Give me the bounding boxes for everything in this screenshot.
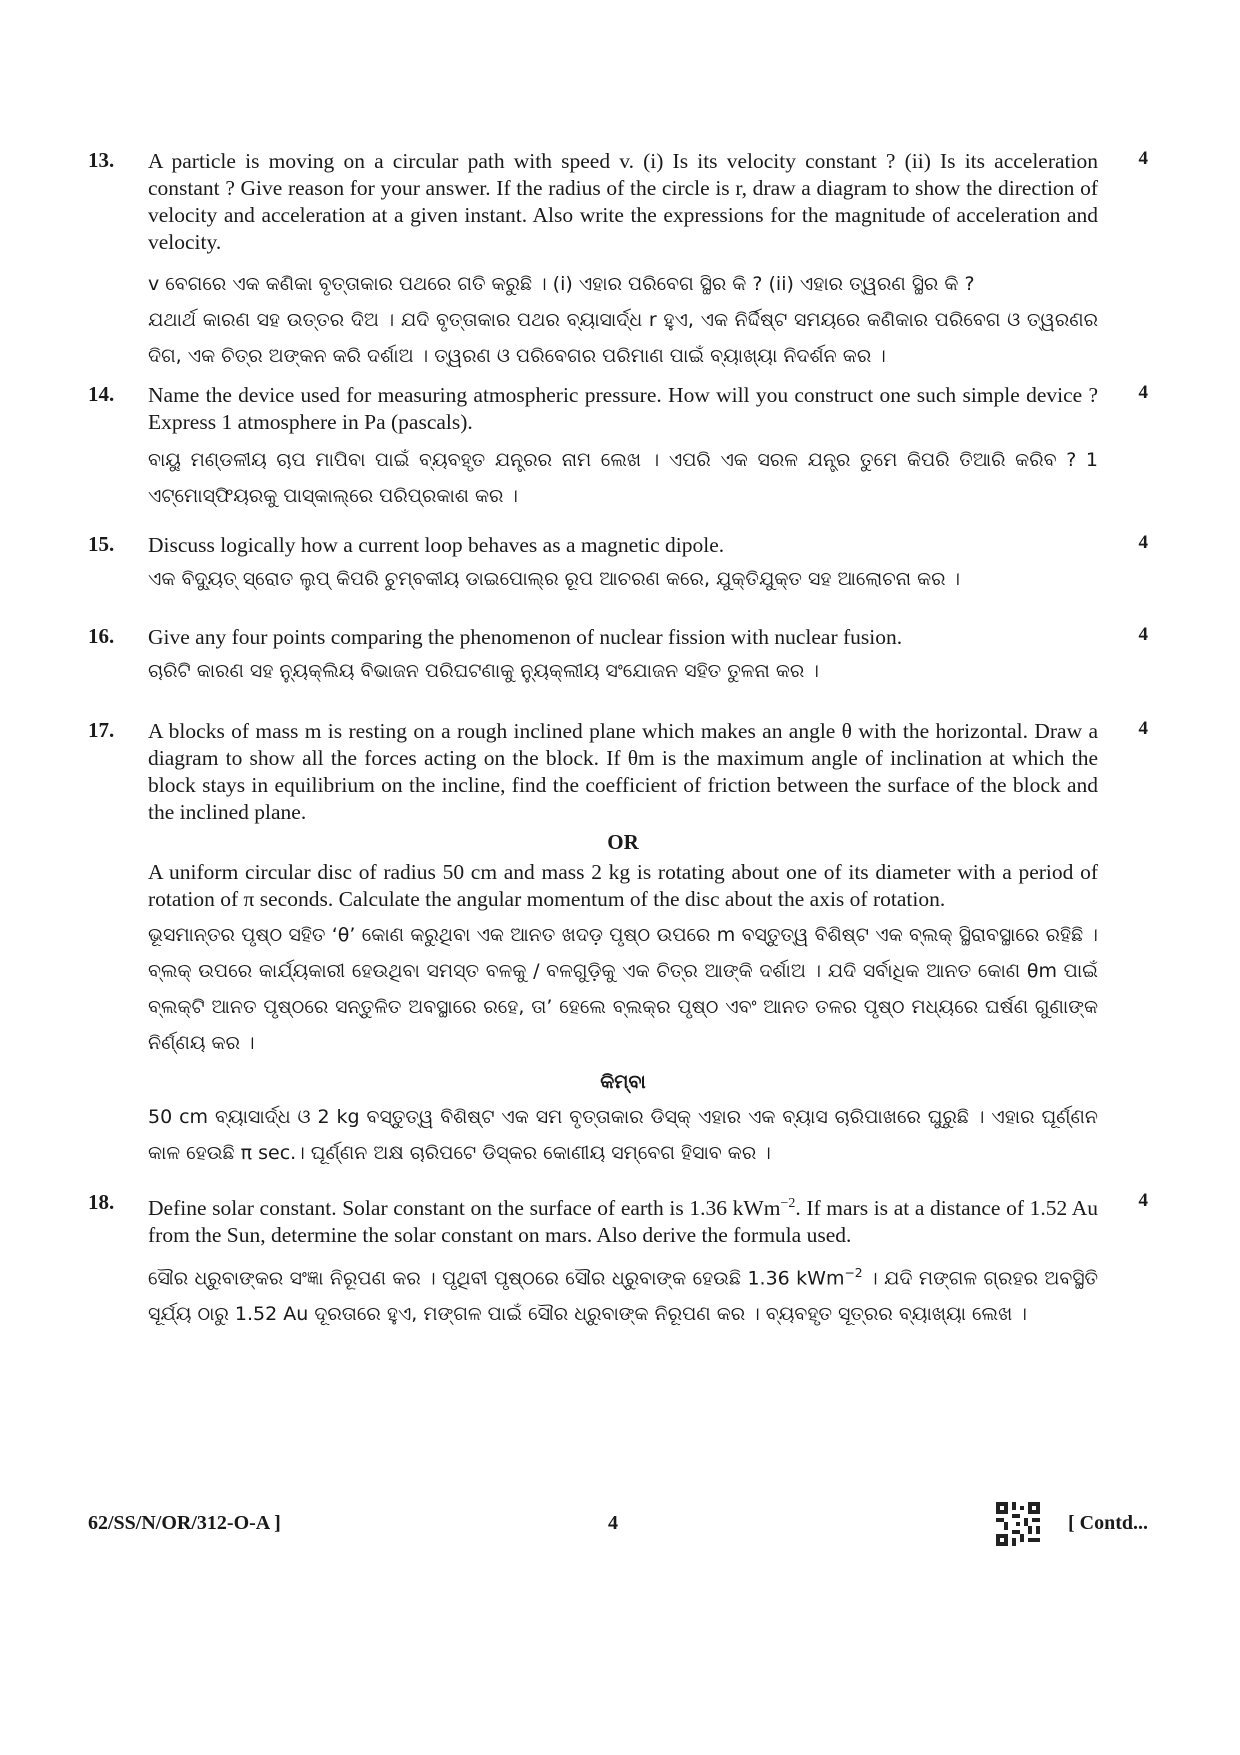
question-number: 14. (88, 382, 115, 406)
question-text-english: Define solar constant. Solar constant on the surface of earth is 1.36 kWm$^{-2}$. If mars is at a distance of 1.52 Au from the Sun, determine the solar constant on mars. Also derive the formula used. (148, 1196, 1098, 1248)
question-18 (88, 1190, 1148, 1332)
question-text-odia-alternative: 50 cm ବ୍ୟାସାର୍ଦ୍ଧ ଓ 2 kg ବସ୍ତୁତ୍ୱ ବିଶିଷ୍ଟ ଏକ ସମ ବୃତ୍ତାକାର ଡିସ୍କ୍ ଏହାର ଏକ ବ୍ୟାସ ଚାରିପାଖରେ ଘୁରୁଛି । ଏହାର ଘୂର୍ଣ୍ଣନ କାଳ ହେଉଛି π sec.। ଘୂର୍ଣ୍ଣନ ଅକ୍ଷ ଚାରିପଟେ ଡିସ୍କର କୋଣୀୟ ସମ୍ବେଗ ହିସାବ କର । (148, 1106, 1098, 1164)
question-number: 18. (88, 1190, 115, 1214)
question-text-odia: ସୌର ଧ୍ରୁବାଙ୍କର ସଂଜ୍ଞା ନିରୂପଣ କର । ପୃଥିବୀ ପୃଷ୍ଠରେ ସୌର ଧ୍ରୁବାଙ୍କ ହେଉଛି 1.36 kWm$^{-2}$ । ଯଦି ମଙ୍ଗଳ ଗ୍ରହର ଅବସ୍ଥିତି ସୂର୍ଯ୍ୟ ଠାରୁ 1.52 Au ଦୂରତାରେ ହୁଏ, ମଙ୍ଗଳ ପାଇଁ ସୌର ଧ୍ରୁବାଙ୍କ ନିରୂପଣ କର । ବ୍ୟବହୃତ ସୂତ୍ରର ବ୍ୟାଖ୍ୟା ଲେଖ । (148, 1266, 1099, 1326)
question-marks: 4 (1138, 382, 1148, 403)
question-marks: 4 (1138, 148, 1148, 169)
page-footer (88, 1502, 1148, 1552)
question-marks: 4 (1138, 1190, 1148, 1211)
question-number: 15. (88, 532, 115, 556)
question-17 (88, 718, 1148, 1171)
or-separator: OR (607, 830, 639, 854)
question-text-odia: ଯଥାର୍ଥ କାରଣ ସହ ଉତ୍ତର ଦିଅ । ଯଦି ବୃତ୍ତାକାର ପଥର ବ୍ୟାସାର୍ଦ୍ଧ r ହୁଏ, ଏକ ନିର୍ଦ୍ଦିଷ୍ଟ ସମୟରେ କଣିକାର ପରିବେଗ ଓ ତ୍ୱରଣର ଦିଗ, ଏକ ଚିତ୍ର ଅଙ୍କନ କରି ଦର୍ଶାଅ । ତ୍ୱରଣ ଓ ପରିବେଗର ପରିମାଣ ପାଇଁ ବ୍ୟାଖ୍ୟା ନିଦର୍ଶନ କର । (148, 309, 1098, 367)
question-text-english: Discuss logically how a current loop behaves as a magnetic dipole. (148, 533, 725, 557)
question-text-english-alternative: A uniform circular disc of radius 50 cm and mass 2 kg is rotating about one of its diameter with a period of rotation of π seconds. Calculate the angular momentum of the disc about the axis of rotation. (148, 860, 1098, 911)
question-text-odia: ଭୂସମାନ୍ତର ପୃଷ୍ଠ ସହିତ ‘θ’ କୋଣ କରୁଥିବା ଏକ ଆନତ ଖଦଡ଼ ପୃଷ୍ଠ ଉପରେ m ବସ୍ତୁତ୍ୱ ବିଶିଷ୍ଟ ଏକ ବ୍ଲକ୍ ସ୍ଥିରାବସ୍ଥାରେ ରହିଛି । ବ୍ଲକ୍ ଉପରେ କାର୍ଯ୍ୟକାରୀ ହେଉଥିବା ସମସ୍ତ ବଳକୁ / ବଳଗୁଡ଼ିକୁ ଏକ ଚିତ୍ର ଆଙ୍କି ଦର୍ଶାଅ । ଯଦି ସର୍ବାଧିକ ଆନତ କୋଣ θm ପାଇଁ ବ୍ଲକ୍‌ଟି ଆନତ ପୃଷ୍ଠରେ ସନ୍ତୁଳିତ ଅବସ୍ଥାରେ ରହେ, ତା’ ହେଲେ ବ୍ଲକ୍‌ର ପୃଷ୍ଠ ଏବଂ ଆନତ ତଳର ପୃଷ୍ଠ ମଧ୍ୟରେ ଘର୍ଷଣ ଗୁଣାଙ୍କ ନିର୍ଣ୍ଣୟ କର । (148, 924, 1098, 1054)
question-text-english: A blocks of mass m is resting on a rough inclined plane which makes an angle θ with the horizontal. Draw a diagram to show all the forces acting on the block. If θm is the maximum angle of inclination at which the block stays in equilibrium on the incline, find the coefficient of friction between the surface of the block and the inclined plane. (148, 719, 1098, 824)
question-text-odia: ଏକ ବିଦ୍ୟୁତ୍ ସ୍ରୋତ ଲୁପ୍ କିପରି ଚୁମ୍ବକୀୟ ଡାଇପୋଲ୍‌ର ରୂପ ଆଚରଣ କରେ, ଯୁକ୍ତିଯୁକ୍ତ ସହ ଆଲୋଚନା କର । (148, 568, 961, 590)
question-text-english: A particle is moving on a circular path with speed v. (i) Is its velocity constant ? (ii) Is its acceleration constant ? Give reason for your answer. If the radius of the circle is r, draw a diagram to show the direction of velocity and acceleration at a given instant. Also write the expressions for the magnitude of acceleration and velocity. (148, 149, 1098, 254)
question-marks: 4 (1138, 624, 1148, 645)
question-marks: 4 (1138, 718, 1148, 739)
question-14 (88, 382, 1148, 514)
question-13 (88, 148, 1148, 374)
paper-code: 62/SS/N/OR/312-O-A ] (88, 1512, 281, 1534)
question-marks: 4 (1138, 532, 1148, 553)
qr-code-icon (996, 1502, 1040, 1546)
question-text-odia: ଚାରିଟି କାରଣ ସହ ନ୍ୟୁକ୍ଲିୟ ବିଭାଜନ ପରିଘଟଣାକୁ ନ୍ୟୁକ୍ଲୀୟ ସଂଯୋଜନ ସହିତ ତୁଳନା କର । (148, 660, 819, 682)
page-number: 4 (608, 1512, 618, 1534)
question-16 (88, 624, 1148, 689)
question-number: 16. (88, 624, 115, 648)
question-text-english: Give any four points comparing the phenomenon of nuclear fission with nuclear fusion. (148, 625, 903, 649)
question-15 (88, 532, 1148, 597)
question-number: 13. (88, 148, 115, 172)
question-text-english: Name the device used for measuring atmospheric pressure. How will you construct one such simple device ? Express 1 atmosphere in Pa (pascals). (148, 383, 1098, 434)
question-text-odia: v ବେଗରେ ଏକ କଣିକା ବୃତ୍ତାକାର ପଥରେ ଗତି କରୁଛି । (i) ଏହାର ପରିବେଗ ସ୍ଥିର କି ? (ii) ଏହାର ତ୍ୱରଣ ସ୍ଥିର କି ? (148, 273, 975, 295)
continued-label: [ Contd... (1067, 1512, 1148, 1534)
question-text-odia: ବାୟୁ ମଣ୍ଡଳୀୟ ଚାପ ମାପିବା ପାଇଁ ବ୍ୟବହୃତ ଯନ୍ତ୍ରର ନାମ ଲେଖ । ଏପରି ଏକ ସରଳ ଯନ୍ତ୍ର ତୁମେ କିପରି ତିଆରି କରିବ ? 1 ଏଟ୍‌ମୋସ୍ଫିୟରକୁ ପାସ୍କାଲ୍‌ରେ ପରିପ୍ରକାଶ କର । (148, 449, 1098, 507)
question-number: 17. (88, 718, 115, 742)
odia-or-separator: କିମ୍ବା (600, 1071, 646, 1093)
